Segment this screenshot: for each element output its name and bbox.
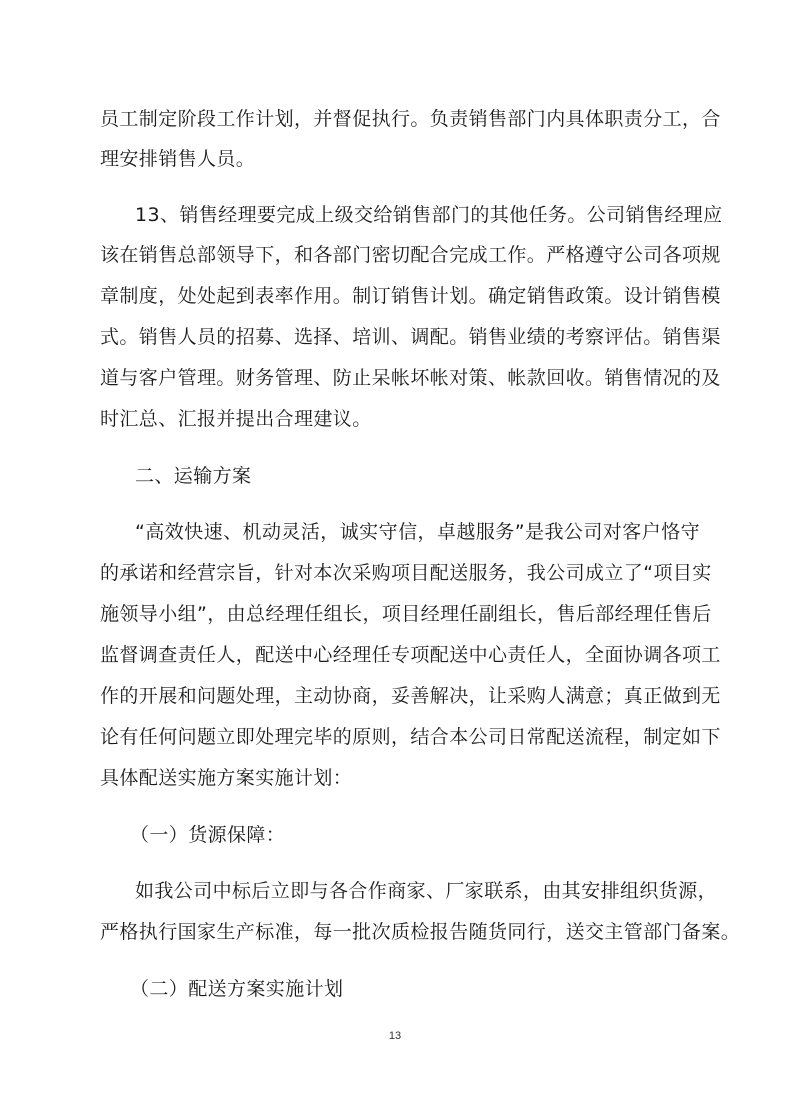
paragraph-line: 施领导小组”，由总经理任组长，项目经理任副组长，售后部经理任售后 (100, 603, 712, 625)
paragraph-line: 理安排销售人员。 (100, 148, 256, 170)
paragraph-line: 式。销售人员的招募、选择、培训、调配。销售业绩的考察评估。销售渠 (100, 326, 721, 348)
paragraph-line: 章制度，处处起到表率作用。制订销售计划。确定销售政策。设计销售模 (100, 285, 721, 307)
paragraph-line: 道与客户管理。财务管理、防止呆帐坏帐对策、帐款回收。销售情况的及 (100, 367, 721, 389)
paragraph-line: 13、销售经理要完成上级交给销售部门的其他任务。公司销售经理应 (135, 204, 723, 226)
paragraph-line: “高效快速、机动灵活，诚实守信，卓越服务”是我公司对客户恪守 (135, 521, 700, 543)
paragraph-line: 具体配送实施方案实施计划： (100, 767, 353, 789)
paragraph-line: 论有任何问题立即处理完毕的原则，结合本公司日常配送流程，制定如下 (100, 726, 721, 748)
page-number: 13 (388, 1030, 402, 1042)
paragraph-line: 严格执行国家生产标准，每一批次质检报告随货同行，送交主管部门备案。 (100, 921, 741, 943)
paragraph-line: 的承诺和经营宗旨，针对本次采购项目配送服务，我公司成立了“项目实 (100, 562, 712, 584)
paragraph-line: 监督调查责任人，配送中心经理任专项配送中心责任人，全面协调各项工 (100, 644, 721, 666)
paragraph-line: 员工制定阶段工作计划，并督促执行。负责销售部门内具体职责分工，合 (100, 108, 721, 130)
paragraph-line: 该在销售总部领导下，和各部门密切配合完成工作。严格遵守公司各项规 (100, 244, 721, 266)
paragraph-line: 时汇总、汇报并提出合理建议。 (100, 408, 372, 430)
subsection-heading: （一）货源保障： (130, 824, 286, 846)
paragraph-line: 作的开展和问题处理，主动协商，妥善解决，让采购人满意；真正做到无 (100, 685, 721, 707)
subsection-heading: （二）配送方案实施计划 (130, 978, 344, 1000)
paragraph-line: 如我公司中标后立即与各合作商家、厂家联系，由其安排组织货源， (135, 880, 718, 902)
section-heading: 二、运输方案 (135, 465, 252, 487)
